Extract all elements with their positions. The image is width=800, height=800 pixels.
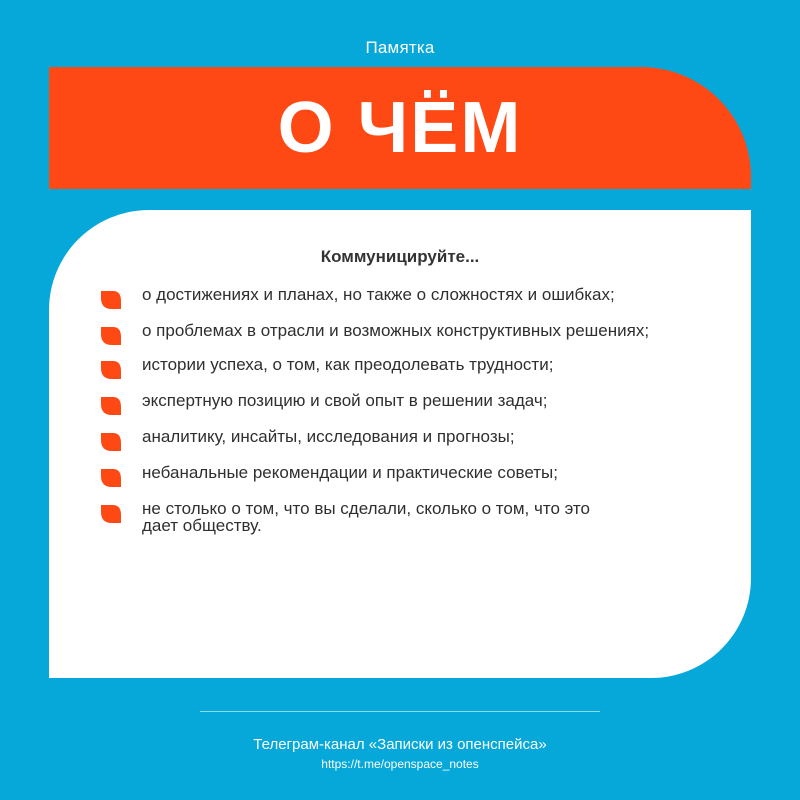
list-item-text: аналитику, инсайты, исследования и прогнозы; [142, 427, 515, 446]
content-card [49, 210, 751, 678]
list-item [99, 392, 719, 409]
orange-leaf-icon [99, 467, 123, 489]
orange-leaf-icon [99, 431, 123, 453]
orange-leaf-icon [99, 503, 123, 525]
orange-leaf-icon [99, 289, 123, 311]
top-label: Памятка [365, 38, 435, 57]
list-item [99, 464, 719, 481]
list-item-text: о проблемах в отрасли и возможных конструктивных решениях; [142, 321, 650, 340]
list-item [99, 322, 682, 339]
card-heading: Коммуницируйте... [320, 247, 480, 266]
footer-divider [200, 711, 600, 712]
list-item [99, 500, 602, 534]
list-item [99, 286, 719, 303]
footer-channel-name: Телеграм-канал «Записки из опенспейса» [253, 736, 547, 753]
list-item-text: небанальные рекомендации и практические советы; [142, 463, 558, 482]
list-item-text: экспертную позицию и свой опыт в решении задач; [142, 391, 548, 410]
title-banner [49, 67, 751, 189]
bullet-list [99, 286, 719, 534]
list-item [99, 356, 719, 373]
list-item [99, 428, 719, 445]
list-item-text: о достижениях и планах, но также о сложностях и ошибках; [142, 285, 615, 304]
banner-title: О ЧЁМ [277, 88, 523, 168]
footer-channel-link[interactable]: https://t.me/openspace_notes [321, 757, 479, 771]
list-item-text: не столько о том, что вы сделали, сколько о том, что это дает обществу. [142, 499, 590, 535]
orange-leaf-icon [99, 325, 123, 347]
orange-leaf-icon [99, 395, 123, 417]
orange-leaf-icon [99, 359, 123, 381]
list-item-text: истории успеха, о том, как преодолевать трудности; [142, 355, 554, 374]
